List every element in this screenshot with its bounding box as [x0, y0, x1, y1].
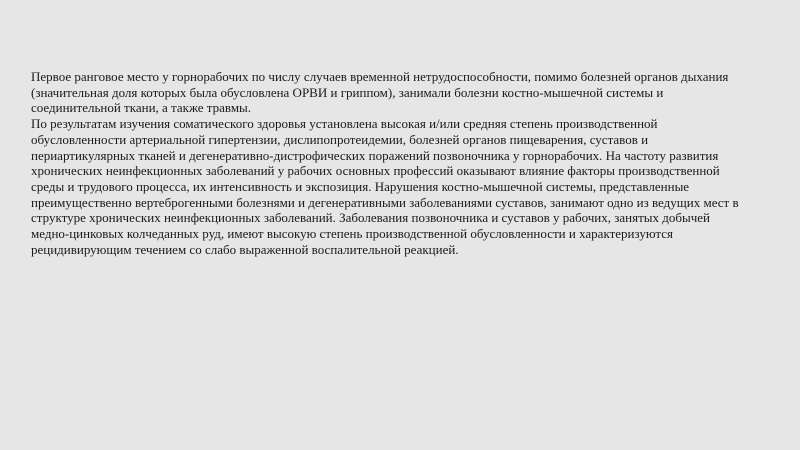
paragraph-sick-leave: Первое ранговое место у горнорабочих по числу случаев временной нетрудоспособности, помимо болезней органов дыхания (значительная доля которых была обусловлена ОРВИ и гриппом), занимали болезни костно-мышечной системы и соединительной ткани, а также травмы.	[31, 69, 729, 116]
slide-text-block	[31, 69, 743, 257]
paragraph-somatic-health: По результатам изучения соматического здоровья установлена высокая и/или средняя степень производственной обусловленности артериальной гипертензии, дислипопротеидемии, болезней органов пищеварения, суставов и периартикулярных тканей и дегенеративно-дистрофических поражений позвоночника у горнорабочих. На частоту развития хронических неинфекционных заболеваний у рабочих основных профессий оказывают влияние факторы производственной среды и трудового процесса, их интенсивность и экспозиция. Нарушения костно-мышечной системы, представленные преимущественно вертеброгенными болезнями и дегенеративными заболеваниями суставов, занимают одно из ведущих мест в структуре хронических неинфекционных заболеваний. Заболевания позвоночника и суставов у рабочих, занятых добычей медно-цинковых колчеданных руд, имеют высокую степень производственной обусловленности и характеризуются рецидивирующим течением со слабо выраженной воспалительной реакцией.	[31, 116, 739, 257]
